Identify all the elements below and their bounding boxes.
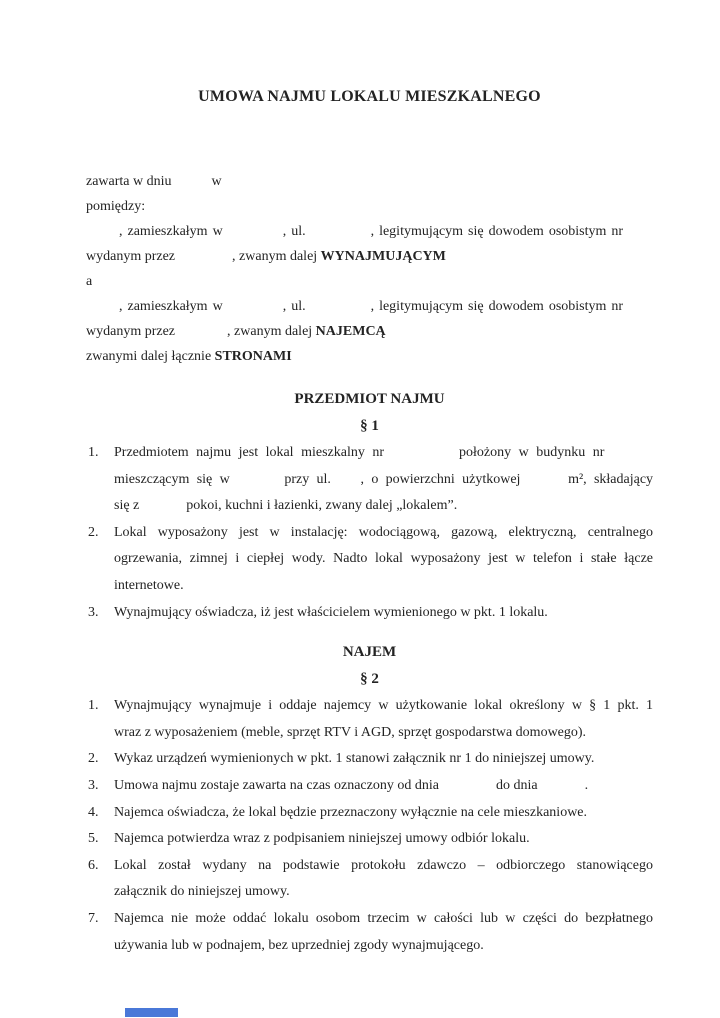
list-item-line: używania lub w podnajem, bez uprzedniej zgody wynajmującego.: [114, 937, 484, 953]
section-2-list: [86, 693, 653, 959]
blank-field: [338, 481, 353, 483]
blue-accent-bar: [125, 1008, 178, 1017]
tenant-identity-line: , zamieszkałym w , ul. , legitymującym się dowodem osobistym nr: [119, 299, 624, 314]
list-item-number: 1.: [88, 698, 99, 714]
list-item-number: 3.: [88, 604, 99, 620]
landlord-term: WYNAJMUJĄCYM: [320, 249, 446, 264]
landlord-designation-line: wydanym przez , zwanym dalej WYNAJMUJĄCYM: [86, 249, 446, 264]
list-item-number: 2.: [88, 524, 99, 540]
list-item-line: 1. Wynajmujący wynajmuje i oddaje najemcy w użytkowanie lokal określony w § 1 pkt. 1: [86, 693, 653, 720]
list-item-number: 1.: [88, 445, 99, 460]
list-item-line: 5. Najemca potwierdza wraz z podpisaniem niniejszej umowy odbiór lokalu.: [86, 826, 653, 853]
blank-field: [175, 183, 208, 185]
blank-field: [143, 507, 183, 509]
list-item-line: 4. Najemca oświadcza, że lokal będzie przeznaczony wyłącznie na cele mieszkaniowe.: [86, 800, 653, 827]
blank-field: [528, 481, 561, 483]
landlord-identity-line: , zamieszkałym w , ul. , legitymującym się dowodem osobistym nr: [119, 224, 624, 239]
blank-field: [228, 308, 278, 310]
list-item-number: 4.: [88, 804, 99, 820]
blank-field: [311, 308, 366, 310]
list-item-number: 7.: [88, 910, 99, 926]
section-1-heading: PRZEDMIOT NAJMU: [294, 391, 445, 407]
blank-field: [237, 481, 277, 483]
date-line-post: w: [211, 174, 222, 189]
list-item-line: 2. Wykaz urządzeń wymienionych w pkt. 1 stanowi załącznik nr 1 do niniejszej umowy.: [86, 746, 653, 773]
blank-field: [179, 333, 224, 335]
section-1-list: [86, 440, 653, 626]
blank-field: [179, 258, 229, 260]
list-item-line: 3. Umowa najmu zostaje zawarta na czas oznaczony od dnia do dnia .: [86, 773, 653, 800]
date-line: [86, 169, 653, 194]
list-item-number: 5.: [88, 831, 99, 847]
list-item-line: się z pokoi, kuchni i łazienki, zwany dalej „lokalem”.: [114, 498, 458, 514]
blank-field: [392, 454, 452, 456]
document-content: [86, 0, 653, 959]
blank-field: [311, 233, 366, 235]
parties-term: STRONAMI: [214, 349, 292, 364]
section-2-paragraph-symbol: § 2: [360, 671, 379, 688]
parties-joint-line: zwanymi dalej łącznie STRONAMI: [86, 349, 292, 364]
section-1-paragraph-symbol: § 1: [360, 418, 379, 434]
conjunction-line: a: [86, 274, 93, 289]
blank-field: [228, 233, 278, 235]
contract-title: UMOWA NAJMU LOKALU MIESZKALNEGO: [198, 88, 541, 105]
date-line-pre: zawarta w dniu: [86, 174, 172, 189]
list-item-line: mieszczącym się w przy ul. , o powierzchni użytkowej m², składający: [114, 471, 654, 487]
list-item-line: wraz z wyposażeniem (meble, sprzęt RTV i AGD, sprzęt gospodarstwa domowego).: [114, 724, 587, 740]
list-item-number: 3.: [88, 777, 99, 793]
list-item-line: załącznik do niniejszej umowy.: [114, 884, 290, 900]
list-item-line: ogrzewania, zimnej i ciepłej wody. Nadto lokal wyposażony jest w telefon i stałe łącze: [114, 551, 653, 567]
section-2-heading: NAJEM: [342, 644, 397, 661]
blank-field: [541, 787, 581, 789]
between-line: pomiędzy:: [86, 199, 146, 214]
list-item-line: internetowe.: [114, 577, 184, 593]
tenant-designation-line: wydanym przez , zwanym dalej NAJEMCĄ: [86, 324, 386, 339]
list-item-number: 6.: [88, 857, 99, 873]
list-item-line: 3. Wynajmujący oświadcza, iż jest właścicielem wymienionego w pkt. 1 lokalu.: [86, 600, 653, 627]
section-1-heading-block: [86, 386, 653, 440]
list-item-line: 2. Lokal wyposażony jest w instalację: wodociągową, gazową, elektryczną, centralnego: [86, 520, 653, 547]
tenant-term: NAJEMCĄ: [315, 324, 386, 339]
section-2-heading-block: [86, 639, 653, 693]
list-item-line: 7. Najemca nie może oddać lokalu osobom trzecim w całości lub w części do bezpłatnego: [86, 906, 653, 933]
list-item-line: 1. Przedmiotem najmu jest lokal mieszkalny nr położony w budynku nr: [86, 440, 653, 467]
list-item-number: 2.: [88, 751, 99, 767]
list-item-line: 6. Lokal został wydany na podstawie protokołu zdawczo – odbiorczego stanowiącego: [86, 853, 653, 880]
blank-field: [442, 787, 492, 789]
intro-block: [86, 169, 653, 369]
